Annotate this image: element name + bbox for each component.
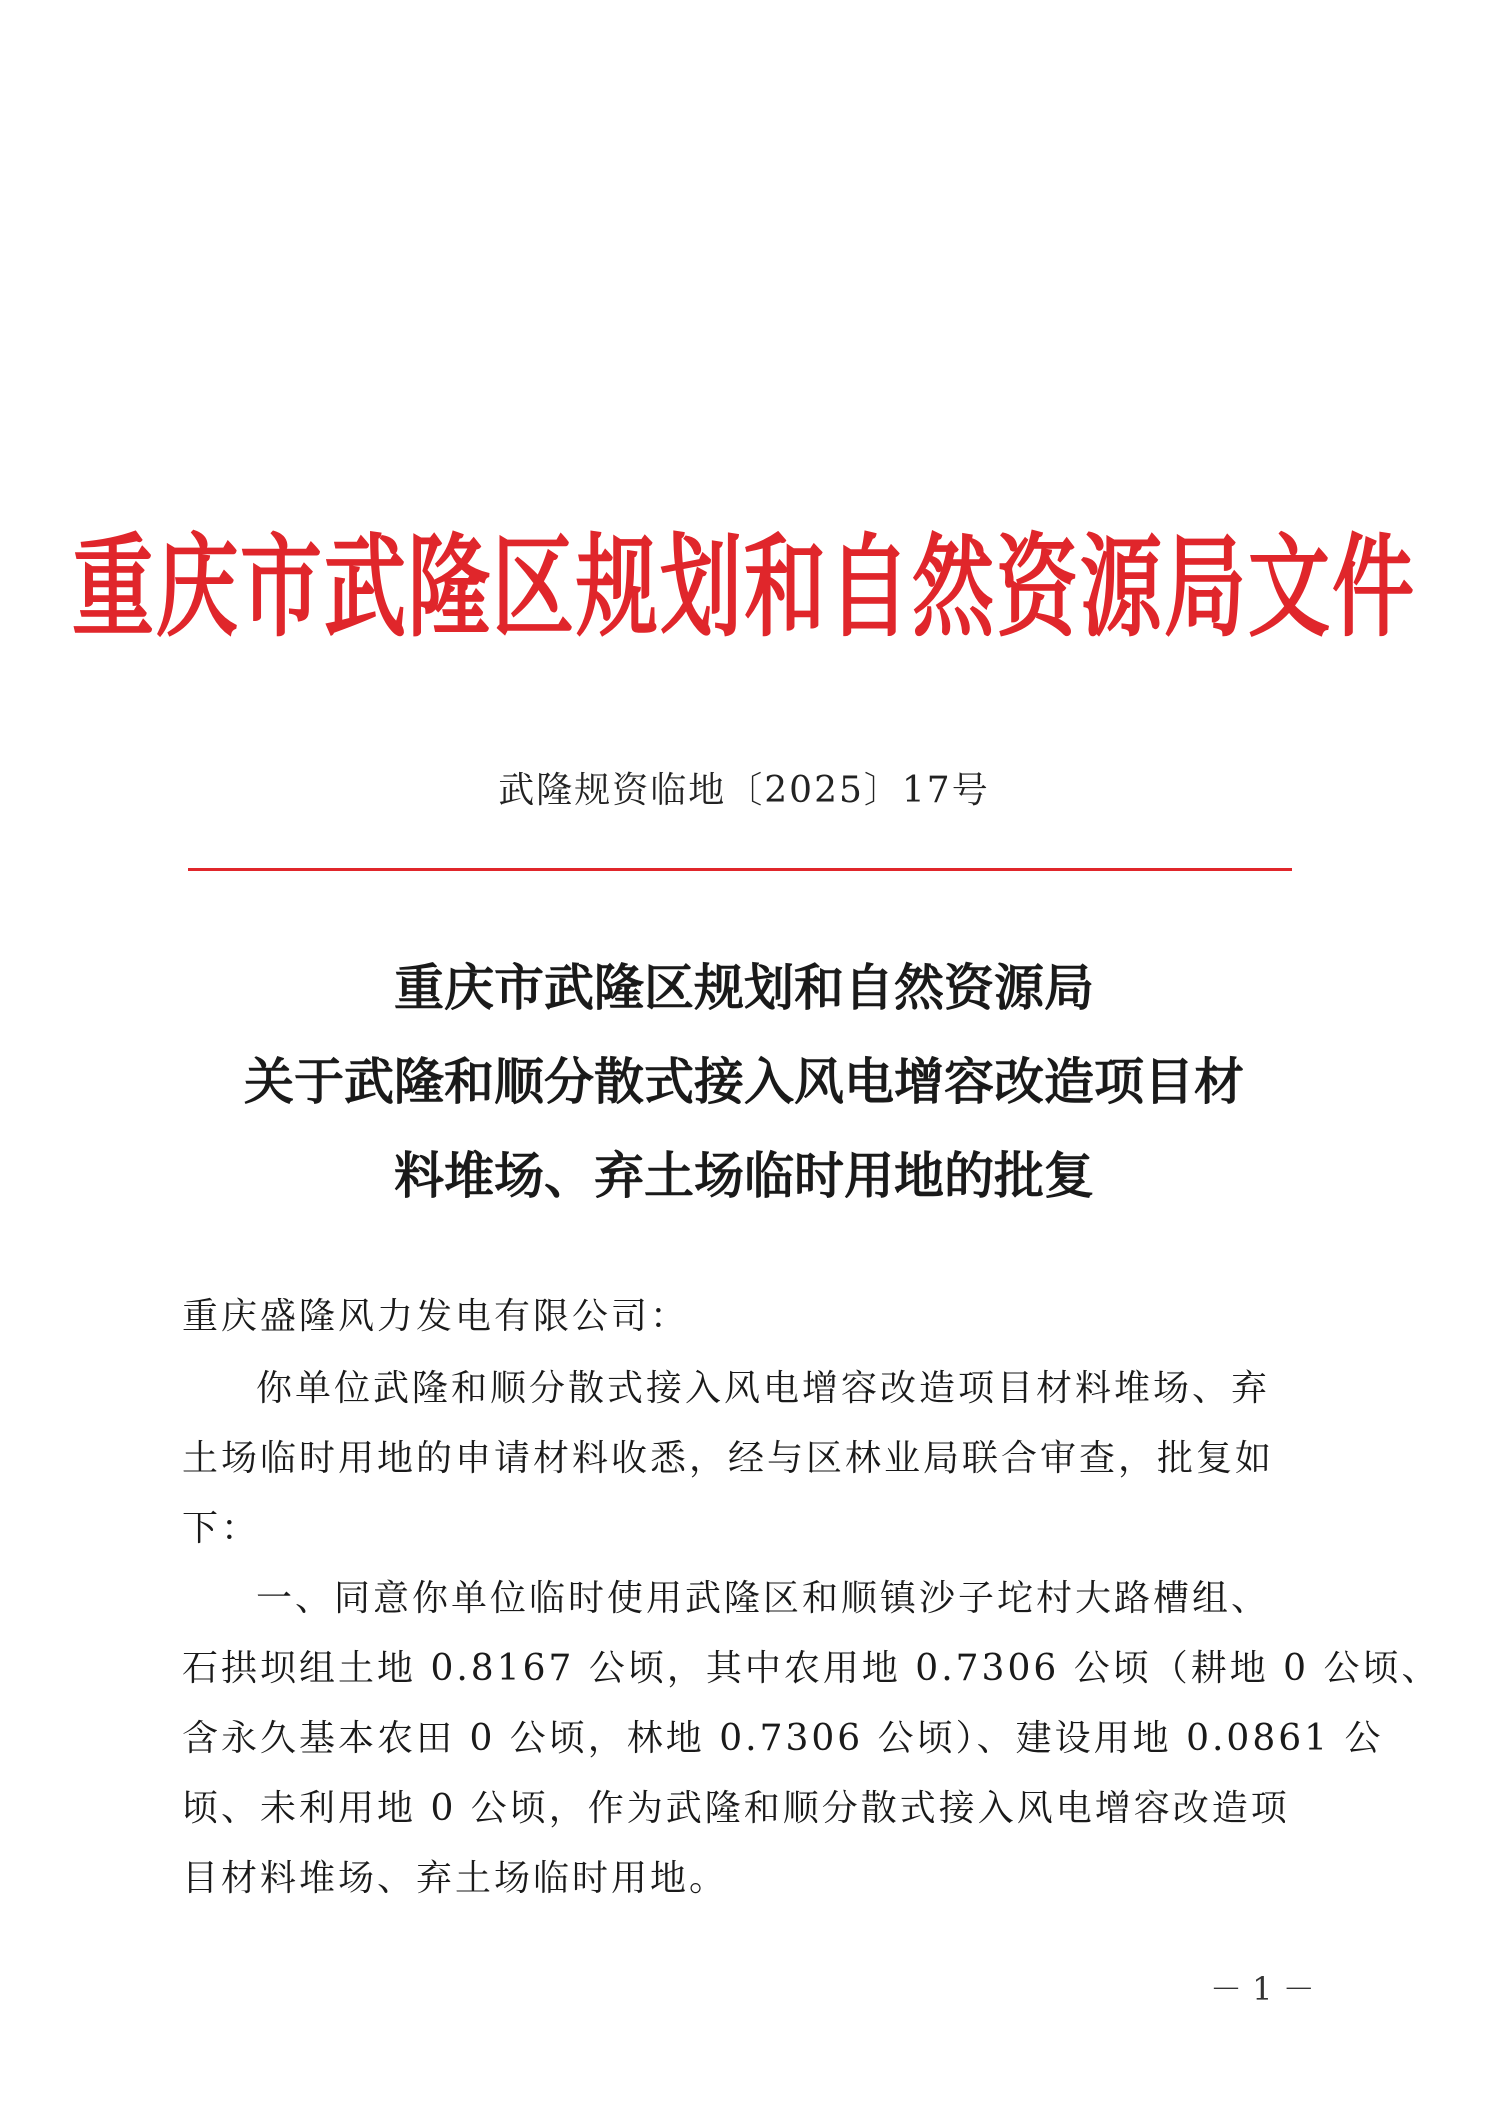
paragraph-1-line-3: 下： [182,1508,261,1549]
salutation: 重庆盛隆风力发电有限公司： [182,1296,690,1337]
paragraph-2-line-3: 含永久基本农田 0 公顷，林地 0.7306 公顷）、建设用地 0.0861 公 [182,1718,1384,1759]
paragraph-2-line-5: 目材料堆场、弃土场临时用地。 [182,1858,729,1899]
document-title-line-1: 重庆市武隆区规划和自然资源局 [394,959,1094,1017]
paragraph-1-line-1: 你单位武隆和顺分散式接入风电增容改造项目材料堆场、弃 [256,1368,1271,1409]
document-title-line-3: 料堆场、弃土场临时用地的批复 [394,1147,1094,1205]
page-number: － 1 － [1210,1970,1315,2008]
paragraph-1-line-2: 土场临时用地的申请材料收悉，经与区林业局联合审查，批复如 [182,1438,1275,1479]
red-divider-line [188,868,1292,871]
paragraph-2-line-1: 一、同意你单位临时使用武隆区和顺镇沙子坨村大路槽组、 [256,1578,1271,1619]
document-number: 武隆规资临地〔2025〕17号 [498,770,990,811]
issuer-header: 重庆市武隆区规划和自然资源局文件 [71,524,1416,653]
document-title-line-2: 关于武隆和顺分散式接入风电增容改造项目材 [244,1053,1244,1111]
paragraph-2-line-2: 石拱坝组土地 0.8167 公顷，其中农用地 0.7306 公顷（耕地 0 公顷、 [182,1648,1441,1689]
paragraph-2-line-4: 顷、未利用地 0 公顷，作为武隆和顺分散式接入风电增容改造项 [182,1788,1290,1829]
